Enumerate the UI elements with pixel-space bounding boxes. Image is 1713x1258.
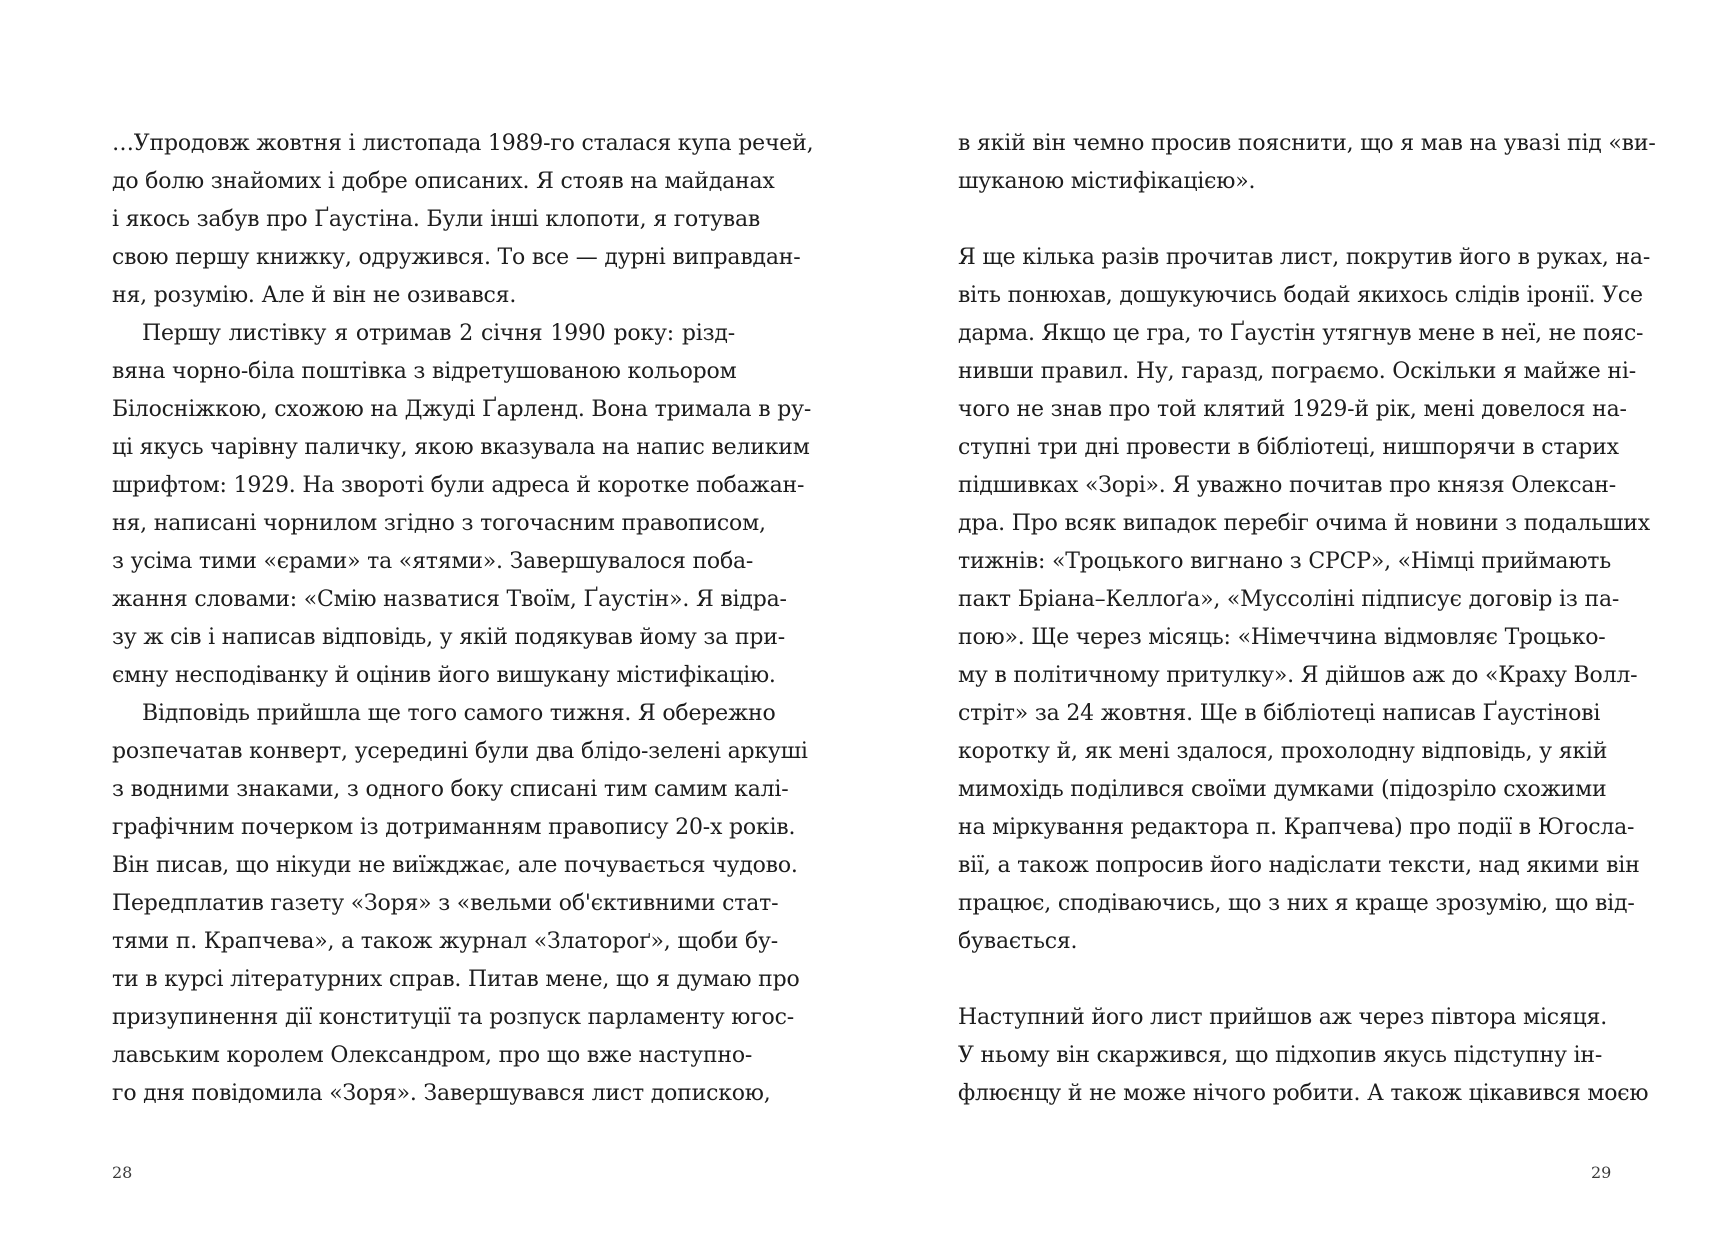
text-line: призупинення дії конституції та розпуск парламенту югос-: [112, 1005, 794, 1030]
text-line: з водними знаками, з одного боку списані тим самим калі-: [112, 777, 789, 802]
text-line: флюєнцу й не може нічого робити. А також цікавився моєю: [958, 1081, 1649, 1106]
text-line: віть понюхав, дошукуючись бодай якихось слідів іронії. Усе: [958, 283, 1643, 308]
text-line: в якій він чемно просив пояснити, що я мав на увазі під «ви-: [958, 131, 1656, 156]
text-line: Я ще кілька разів прочитав лист, покрутив його в руках, на-: [958, 245, 1651, 270]
text-line: дарма. Якщо це гра, то Ґаустін утягнув мене в неї, не пояс-: [958, 321, 1644, 346]
text-line: до болю знайомих і добре описаних. Я стояв на майданах: [112, 169, 775, 194]
text-line: шуканою містифікацією».: [958, 169, 1256, 194]
text-line: працює, сподіваючись, що з них я краще зрозумію, що від-: [958, 891, 1635, 916]
text-line: ти в курсі літературних справ. Питав мене, що я думаю про: [112, 967, 800, 992]
text-line: …Упродовж жовтня і листопада 1989-го сталася купа речей,: [112, 131, 814, 156]
text-line: Він писав, що нікуди не виїжджає, але почувається чудово.: [112, 853, 798, 878]
text-line: на міркування редактора п. Крапчева) про події в Югосла-: [958, 815, 1635, 840]
text-line: пою». Ще через місяць: «Німеччина відмовляє Троцько-: [958, 625, 1606, 650]
text-line: У ньому він скаржився, що підхопив якусь підступну ін-: [958, 1043, 1603, 1068]
page-number: 28: [112, 1163, 133, 1182]
text-line: зу ж сів і написав відповідь, у якій подякував йому за при-: [112, 625, 785, 650]
right-page: [857, 0, 1713, 1258]
text-line: Першу листівку я отримав 2 січня 1990 року: різд-: [142, 321, 735, 346]
text-line: ня, написані чорнилом згідно з тогочасним правописом,: [112, 511, 766, 536]
text-line: пакт Бріана–Келлоґа», «Муссоліні підписує договір із па-: [958, 587, 1620, 612]
text-line: Відповідь прийшла ще того самого тижня. Я обережно: [142, 701, 776, 726]
text-line: му в політичному притулку». Я дійшов аж до «Краху Волл-: [958, 663, 1638, 688]
text-line: дра. Про всяк випадок перебіг очима й новини з подальших: [958, 511, 1650, 536]
text-line: ня, розумію. Але й він не озивався.: [112, 283, 517, 308]
text-line: нивши правил. Ну, гаразд, пограємо. Оскільки я майже ні-: [958, 359, 1636, 384]
text-line: лавським королем Олександром, про що вже наступно-: [112, 1043, 753, 1068]
text-line: коротку й, як мені здалося, прохолодну відповідь, у якій: [958, 739, 1608, 764]
text-line: жання словами: «Смію назватися Твоїм, Ґаустін». Я відра-: [112, 587, 787, 612]
text-line: Білосніжкою, схожою на Джуді Ґарленд. Вона тримала в ру-: [112, 397, 812, 422]
text-line: підшивках «Зорі». Я уважно почитав про князя Олексан-: [958, 473, 1616, 498]
text-line: графічним почерком із дотриманням правопису 20-х років.: [112, 815, 796, 840]
left-page: [0, 0, 856, 1258]
text-line: розпечатав конверт, усередині були два блідо-зелені аркуші: [112, 739, 808, 764]
text-line: Наступний його лист прийшов аж через півтора місяця.: [958, 1005, 1607, 1030]
page-number: 29: [1591, 1163, 1612, 1182]
text-line: стріт» за 24 жовтня. Ще в бібліотеці написав Ґаустінові: [958, 701, 1601, 726]
text-line: свою першу книжку, одружився. То все — дурні виправдан-: [112, 245, 801, 270]
text-line: вії, а також попросив його надіслати тексти, над якими він: [958, 853, 1640, 878]
text-line: тижнів: «Троцького вигнано з СРСР», «Німці приймають: [958, 549, 1612, 574]
text-line: мимохідь поділився своїми думками (підозріло схожими: [958, 777, 1607, 802]
text-line: шрифтом: 1929. На звороті були адреса й коротке побажан-: [112, 473, 805, 498]
text-line: тями п. Крапчева», а також журнал «Златороґ», щоби бу-: [112, 929, 779, 954]
text-line: і якось забув про Ґаустіна. Були інші клопоти, я готував: [112, 207, 761, 232]
text-line: чого не знав про той клятий 1929-й рік, мені довелося на-: [958, 397, 1627, 422]
text-line: ці якусь чарівну паличку, якою вказувала на напис великим: [112, 435, 810, 460]
text-line: ступні три дні провести в бібліотеці, нишпорячи в старих: [958, 435, 1619, 460]
text-line: Передплатив газету «Зоря» з «вельми об'єктивними стат-: [112, 891, 779, 916]
text-line: го дня повідомила «Зоря». Завершувався лист допискою,: [112, 1081, 771, 1106]
text-line: з усіма тими «єрами» та «ятями». Завершувалося поба-: [112, 549, 754, 574]
text-line: вяна чорно-біла поштівка з відретушованою кольором: [112, 359, 737, 384]
text-line: бувається.: [958, 929, 1078, 954]
text-line: ємну несподіванку й оцінив його вишукану містифікацію.: [112, 663, 776, 688]
